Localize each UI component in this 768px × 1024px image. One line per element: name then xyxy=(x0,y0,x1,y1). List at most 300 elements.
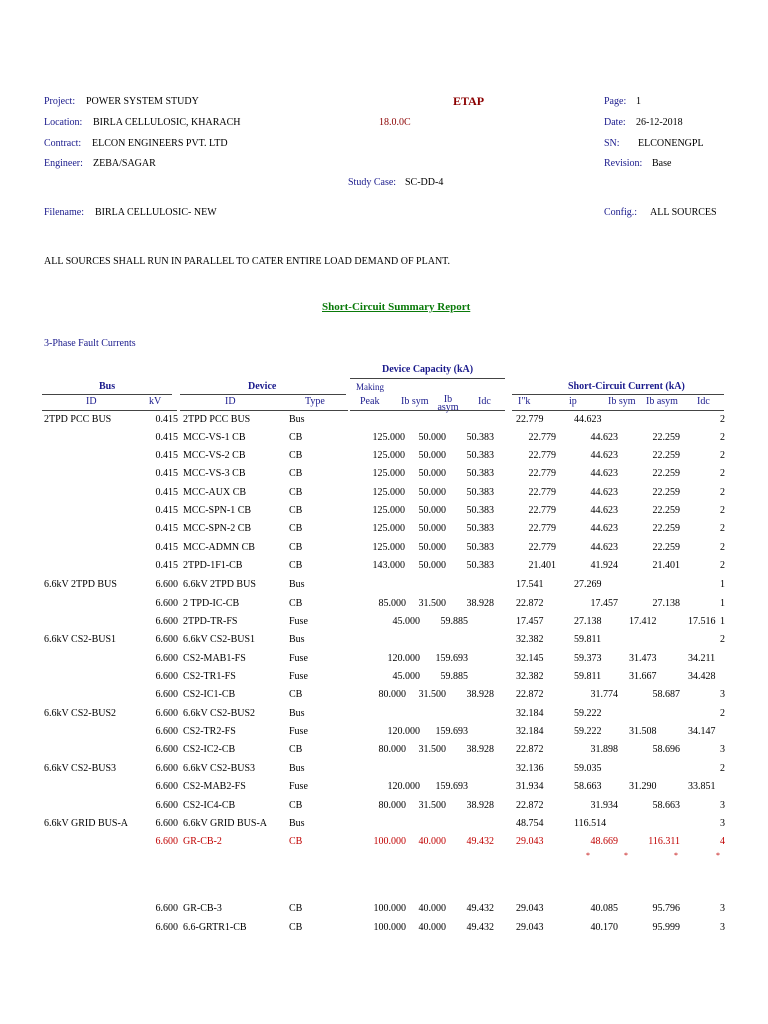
cell-kv: 6.600 xyxy=(155,922,178,933)
cell-type: Fuse xyxy=(289,726,308,737)
cell-type: CB xyxy=(289,487,303,498)
cell-sibsym: 17.457 xyxy=(590,598,618,609)
cell-kv: 6.600 xyxy=(155,598,178,609)
cell-ibsym: 50.000 xyxy=(418,468,446,479)
cell-ibsym: 50.000 xyxy=(418,505,446,516)
cell-edge: 2 xyxy=(720,432,725,443)
cell-ibasym: 59.885 xyxy=(440,671,468,682)
cell-id: CS2-MAB2-FS xyxy=(183,781,246,792)
table-row xyxy=(0,671,768,685)
cell-bus: 6.6kV CS2-BUS1 xyxy=(44,634,117,645)
cell-ip: 22.779 xyxy=(528,450,556,461)
cell-sidc: 33.851 xyxy=(688,781,716,792)
cell-sibasym: 58.687 xyxy=(652,689,680,700)
cell-idc: 49.432 xyxy=(466,922,494,933)
cell-edge: 3 xyxy=(720,744,725,755)
cell-ip: 59.811 xyxy=(574,634,602,645)
page-label: Page: xyxy=(604,96,627,107)
col-ib-asym: Ib asym xyxy=(437,394,459,413)
col-kv: kV xyxy=(149,396,162,407)
cell-kv: 6.600 xyxy=(155,616,178,627)
engineer-label: Engineer: xyxy=(44,158,83,169)
cell-sibsym: 44.623 xyxy=(590,505,618,516)
revision-value: Base xyxy=(652,158,672,169)
cell-ip: 59.035 xyxy=(574,763,602,774)
cell-kv: 0.415 xyxy=(155,523,178,534)
cell-id: 2TPD-TR-FS xyxy=(183,616,238,627)
table-row xyxy=(0,836,768,850)
cell-peak: 100.000 xyxy=(373,836,406,847)
capacity-divider xyxy=(350,378,505,379)
cell-sibsym: 40.170 xyxy=(590,922,618,933)
table-row xyxy=(0,744,768,758)
study-note: ALL SOURCES SHALL RUN IN PARALLEL TO CATER ENTIRE LOAD DEMAND OF PLANT. xyxy=(44,256,451,267)
cell-ibsym: 50.000 xyxy=(418,542,446,553)
cell-ibsym: 45.000 xyxy=(392,616,420,627)
col-bus-id: ID xyxy=(86,396,97,407)
config-value: ALL SOURCES xyxy=(650,207,717,218)
col-ik: I"k xyxy=(518,396,531,407)
cell-ibasym: 159.693 xyxy=(435,781,468,792)
sc-current-header: Short-Circuit Current (kA) xyxy=(568,381,685,392)
cell-kv: 6.600 xyxy=(155,726,178,737)
cell-edge: 2 xyxy=(720,560,725,571)
cell-sidc: 34.428 xyxy=(688,671,716,682)
cell-sibsym: 40.085 xyxy=(590,903,618,914)
cell-sibasym: 22.259 xyxy=(652,505,680,516)
cell-ik: 32.145 xyxy=(516,653,544,664)
table-row xyxy=(0,781,768,795)
cell-ibsym: 120.000 xyxy=(387,781,420,792)
cell-peak: 85.000 xyxy=(378,598,406,609)
cell-idc: 49.432 xyxy=(466,836,494,847)
cell-ibasym: 159.693 xyxy=(435,653,468,664)
table-row xyxy=(0,542,768,556)
cell-ibsym: 50.000 xyxy=(418,523,446,534)
cell-ibsym: 50.000 xyxy=(418,560,446,571)
cell-edge: 2 xyxy=(720,763,725,774)
cell-sibsym: 31.667 xyxy=(629,671,657,682)
table-row xyxy=(0,708,768,722)
cell-type: Fuse xyxy=(289,781,308,792)
cell-id: MCC-SPN-2 CB xyxy=(183,523,252,534)
table-row xyxy=(0,616,768,630)
cell-sibasym: 22.259 xyxy=(652,523,680,534)
table-row xyxy=(0,598,768,612)
cell-sibasym: 22.259 xyxy=(652,487,680,498)
location-value: BIRLA CELLULOSIC, KHARACH xyxy=(93,117,241,128)
cell-id: CS2-IC2-CB xyxy=(183,744,236,755)
cell-ik: 32.382 xyxy=(516,634,544,645)
cell-sibsym: 44.623 xyxy=(590,450,618,461)
cell-kv: 6.600 xyxy=(155,903,178,914)
cell-sibsym: 44.623 xyxy=(590,523,618,534)
cell-idc: 50.383 xyxy=(466,523,494,534)
cell-ibsym: 40.000 xyxy=(418,836,446,847)
table-row xyxy=(0,726,768,740)
cell-peak: 125.000 xyxy=(372,505,405,516)
cell-peak: 100.000 xyxy=(373,903,406,914)
cell-ip: 116.514 xyxy=(574,818,607,829)
col-type: Type xyxy=(305,396,325,407)
program-name: ETAP xyxy=(453,94,485,108)
cell-ip: 21.401 xyxy=(528,560,556,571)
cell-id: MCC-VS-2 CB xyxy=(183,450,246,461)
cell-kv: 6.600 xyxy=(155,653,178,664)
cell-ik: 32.184 xyxy=(516,708,544,719)
cell-type: CB xyxy=(289,505,303,516)
cell-id: CS2-IC4-CB xyxy=(183,800,236,811)
cell-kv: 6.600 xyxy=(155,634,178,645)
cell-id: 6.6kV CS2-BUS2 xyxy=(183,708,256,719)
table-row xyxy=(0,579,768,593)
revision-label: Revision: xyxy=(604,158,643,169)
section-title: 3-Phase Fault Currents xyxy=(44,338,136,349)
cell-bus: 2TPD PCC BUS xyxy=(44,414,112,425)
cell-ik: 29.043 xyxy=(516,836,544,847)
cell-id: 6.6kV GRID BUS-A xyxy=(183,818,267,829)
cell-edge: 3 xyxy=(720,818,725,829)
cell-type: CB xyxy=(289,432,303,443)
table-row xyxy=(0,414,768,428)
cell-bus: 6.6kV GRID BUS-A xyxy=(44,818,128,829)
exceed-marker: * xyxy=(624,851,628,860)
cell-id: MCC-AUX CB xyxy=(183,487,247,498)
cell-edge: 3 xyxy=(720,689,725,700)
cell-ip: 27.269 xyxy=(574,579,602,590)
cell-bus: 6.6kV 2TPD BUS xyxy=(44,579,117,590)
col-sc-ib-sym: Ib sym xyxy=(608,396,636,407)
col-peak: Peak xyxy=(360,396,380,407)
cell-idc: 50.383 xyxy=(466,505,494,516)
making-header: Making xyxy=(356,382,384,392)
cell-ik: 32.136 xyxy=(516,763,544,774)
cell-ip: 58.663 xyxy=(574,781,602,792)
cell-sibsym: 44.623 xyxy=(590,542,618,553)
cell-id: 6.6-GRTR1-CB xyxy=(183,922,247,933)
device-capacity-header: Device Capacity (kA) xyxy=(382,364,474,375)
cell-ibsym: 40.000 xyxy=(418,922,446,933)
version: 18.0.0C xyxy=(379,117,411,128)
cell-sibsym: 31.473 xyxy=(629,653,657,664)
cell-ip: 22.779 xyxy=(528,432,556,443)
cell-kv: 0.415 xyxy=(155,542,178,553)
cell-peak: 125.000 xyxy=(372,523,405,534)
header-underline-device xyxy=(180,410,348,411)
cell-idc: 38.928 xyxy=(466,598,494,609)
cell-ibsym: 31.500 xyxy=(418,800,446,811)
cell-type: Fuse xyxy=(289,653,308,664)
cell-idc: 50.383 xyxy=(466,432,494,443)
cell-edge: 2 xyxy=(720,487,725,498)
table-row xyxy=(0,800,768,814)
cell-peak: 125.000 xyxy=(372,450,405,461)
table-row xyxy=(0,450,768,464)
cell-peak: 80.000 xyxy=(378,800,406,811)
cell-idc: 38.928 xyxy=(466,689,494,700)
page-number: 1 xyxy=(636,96,641,107)
cell-id: CS2-IC1-CB xyxy=(183,689,236,700)
engineer-value: ZEBA/SAGAR xyxy=(93,158,156,169)
cell-kv: 6.600 xyxy=(155,708,178,719)
cell-type: CB xyxy=(289,744,303,755)
col-ip: ip xyxy=(569,396,577,407)
cell-id: GR-CB-2 xyxy=(183,836,222,847)
cell-sibasym: 58.696 xyxy=(652,744,680,755)
cell-sibasym: 22.259 xyxy=(652,542,680,553)
cell-edge: 2 xyxy=(720,468,725,479)
cell-kv: 6.600 xyxy=(155,579,178,590)
table-row xyxy=(0,763,768,777)
cell-ip: 59.811 xyxy=(574,671,602,682)
cell-ibsym: 50.000 xyxy=(418,432,446,443)
cell-id: 2TPD-1F1-CB xyxy=(183,560,243,571)
cell-id: MCC-VS-1 CB xyxy=(183,432,246,443)
cell-sibasym: 58.663 xyxy=(652,800,680,811)
cell-ibsym: 31.500 xyxy=(418,598,446,609)
table-row xyxy=(0,903,768,917)
cell-id: CS2-TR2-FS xyxy=(183,726,236,737)
cell-ip: 59.222 xyxy=(574,708,602,719)
cell-ip: 59.222 xyxy=(574,726,602,737)
cell-idc: 38.928 xyxy=(466,744,494,755)
cell-kv: 6.600 xyxy=(155,671,178,682)
cell-type: Bus xyxy=(289,634,305,645)
cell-idc: 50.383 xyxy=(466,487,494,498)
cell-id: 6.6kV CS2-BUS1 xyxy=(183,634,256,645)
cell-type: CB xyxy=(289,922,303,933)
device-header: Device xyxy=(248,381,277,392)
cell-type: CB xyxy=(289,800,303,811)
contract-label: Contract: xyxy=(44,138,82,149)
cell-kv: 6.600 xyxy=(155,689,178,700)
table-row xyxy=(0,560,768,574)
cell-ip: 22.779 xyxy=(528,487,556,498)
table-row xyxy=(0,487,768,501)
cell-kv: 6.600 xyxy=(155,744,178,755)
cell-type: Bus xyxy=(289,818,305,829)
col-ib-sym: Ib sym xyxy=(401,396,429,407)
cell-sibsym: 41.924 xyxy=(590,560,618,571)
cell-edge: 2 xyxy=(720,542,725,553)
cell-sibsym: 44.623 xyxy=(590,432,618,443)
cell-type: CB xyxy=(289,523,303,534)
date-value: 26-12-2018 xyxy=(636,117,683,128)
cell-id: MCC-ADMN CB xyxy=(183,542,255,553)
sc-divider xyxy=(512,394,724,395)
cell-sidc: 34.147 xyxy=(688,726,716,737)
cell-kv: 0.415 xyxy=(155,505,178,516)
cell-ik: 22.779 xyxy=(516,414,544,425)
cell-id: GR-CB-3 xyxy=(183,903,222,914)
cell-edge: 2 xyxy=(720,505,725,516)
cell-peak: 125.000 xyxy=(372,542,405,553)
cell-type: Bus xyxy=(289,579,305,590)
cell-edge: 2 xyxy=(720,414,725,425)
cell-sibasym: 95.999 xyxy=(652,922,680,933)
cell-ik: 32.382 xyxy=(516,671,544,682)
cell-kv: 6.600 xyxy=(155,763,178,774)
cell-type: CB xyxy=(289,560,303,571)
table-row xyxy=(0,505,768,519)
report-title: Short-Circuit Summary Report xyxy=(322,301,471,313)
cell-sibsym: 44.623 xyxy=(590,487,618,498)
cell-idc: 50.383 xyxy=(466,468,494,479)
exceed-marker: * xyxy=(586,851,590,860)
cell-type: Fuse xyxy=(289,616,308,627)
cell-ip: 27.138 xyxy=(574,616,602,627)
cell-sibsym: 48.669 xyxy=(590,836,618,847)
config-label: Config.: xyxy=(604,207,638,218)
cell-sibasym: 22.259 xyxy=(652,432,680,443)
cell-edge: 2 xyxy=(720,523,725,534)
cell-edge: 3 xyxy=(720,922,725,933)
table-row xyxy=(0,818,768,832)
table-row xyxy=(0,653,768,667)
bus-header: Bus xyxy=(99,381,116,392)
cell-type: Bus xyxy=(289,763,305,774)
filename-label: Filename: xyxy=(44,207,84,218)
cell-ik: 29.043 xyxy=(516,903,544,914)
cell-ibsym: 31.500 xyxy=(418,689,446,700)
cell-ip: 59.373 xyxy=(574,653,602,664)
device-divider xyxy=(180,394,346,395)
cell-ik: 22.872 xyxy=(516,744,544,755)
cell-ik: 29.043 xyxy=(516,922,544,933)
exceed-marker: * xyxy=(716,851,720,860)
cell-kv: 0.415 xyxy=(155,487,178,498)
cell-ip: 44.623 xyxy=(574,414,602,425)
header-underline-sc xyxy=(512,410,724,411)
cell-id: CS2-MAB1-FS xyxy=(183,653,246,664)
contract-value: ELCON ENGINEERS PVT. LTD xyxy=(92,138,228,149)
table-row xyxy=(0,689,768,703)
cell-id: 2 TPD-IC-CB xyxy=(183,598,240,609)
cell-edge: 1 xyxy=(720,598,725,609)
cell-ibsym: 50.000 xyxy=(418,487,446,498)
cell-sibsym: 44.623 xyxy=(590,468,618,479)
cell-edge: 3 xyxy=(720,800,725,811)
cell-kv: 0.415 xyxy=(155,450,178,461)
cell-peak: 80.000 xyxy=(378,689,406,700)
cell-peak: 143.000 xyxy=(372,560,405,571)
cell-sidc: 17.516 xyxy=(688,616,716,627)
cell-id: MCC-VS-3 CB xyxy=(183,468,246,479)
cell-id: 6.6kV CS2-BUS3 xyxy=(183,763,256,774)
cell-bus: 6.6kV CS2-BUS2 xyxy=(44,708,117,719)
cell-ik: 17.541 xyxy=(516,579,544,590)
cell-peak: 125.000 xyxy=(372,487,405,498)
cell-idc: 50.383 xyxy=(466,450,494,461)
cell-ik: 31.934 xyxy=(516,781,544,792)
cell-sibasym: 27.138 xyxy=(652,598,680,609)
table-row xyxy=(0,922,768,936)
cell-type: CB xyxy=(289,468,303,479)
cell-ibsym: 120.000 xyxy=(387,726,420,737)
cell-sibsym: 31.508 xyxy=(629,726,657,737)
cell-id: MCC-SPN-1 CB xyxy=(183,505,252,516)
sn-label: SN: xyxy=(604,138,620,149)
cell-id: 6.6kV 2TPD BUS xyxy=(183,579,256,590)
cell-edge: 3 xyxy=(720,903,725,914)
header-underline-capacity xyxy=(350,410,505,411)
location-label: Location: xyxy=(44,117,83,128)
cell-peak: 125.000 xyxy=(372,432,405,443)
cell-bus: 6.6kV CS2-BUS3 xyxy=(44,763,117,774)
cell-type: Bus xyxy=(289,708,305,719)
cell-ik: 22.872 xyxy=(516,800,544,811)
date-label: Date: xyxy=(604,117,626,128)
cell-edge: 4 xyxy=(720,836,725,847)
cell-ik: 22.872 xyxy=(516,598,544,609)
cell-kv: 6.600 xyxy=(155,836,178,847)
col-idc: Idc xyxy=(478,396,491,407)
study-case-value: SC-DD-4 xyxy=(405,177,444,188)
cell-sibasym: 22.259 xyxy=(652,468,680,479)
cell-kv: 0.415 xyxy=(155,560,178,571)
cell-ip: 22.779 xyxy=(528,505,556,516)
cell-ibasym: 59.885 xyxy=(440,616,468,627)
filename-value: BIRLA CELLULOSIC- NEW xyxy=(95,207,217,218)
cell-edge: 1 xyxy=(720,616,725,627)
exceed-marker-row xyxy=(0,850,768,864)
cell-peak: 80.000 xyxy=(378,744,406,755)
cell-type: CB xyxy=(289,903,303,914)
cell-kv: 0.415 xyxy=(155,432,178,443)
cell-sibsym: 31.934 xyxy=(590,800,618,811)
cell-edge: 1 xyxy=(720,579,725,590)
cell-ibsym: 120.000 xyxy=(387,653,420,664)
cell-sibsym: 31.290 xyxy=(629,781,657,792)
cell-kv: 0.415 xyxy=(155,414,178,425)
cell-sibasym: 116.311 xyxy=(648,836,680,847)
cell-ibasym: 159.693 xyxy=(435,726,468,737)
cell-type: CB xyxy=(289,450,303,461)
cell-kv: 6.600 xyxy=(155,818,178,829)
cell-edge: 2 xyxy=(720,708,725,719)
cell-idc: 50.383 xyxy=(466,560,494,571)
cell-id: 2TPD PCC BUS xyxy=(183,414,251,425)
bus-divider xyxy=(42,394,172,395)
cell-ibsym: 50.000 xyxy=(418,450,446,461)
cell-id: CS2-TR1-FS xyxy=(183,671,236,682)
cell-ik: 32.184 xyxy=(516,726,544,737)
cell-type: CB xyxy=(289,689,303,700)
cell-ibsym: 31.500 xyxy=(418,744,446,755)
cell-ip: 22.779 xyxy=(528,468,556,479)
cell-idc: 38.928 xyxy=(466,800,494,811)
cell-sibasym: 95.796 xyxy=(652,903,680,914)
table-row xyxy=(0,523,768,537)
project-value: POWER SYSTEM STUDY xyxy=(86,96,199,107)
cell-sibasym: 21.401 xyxy=(652,560,680,571)
cell-type: CB xyxy=(289,598,303,609)
study-case-label: Study Case: xyxy=(348,177,397,188)
cell-sibsym: 31.774 xyxy=(590,689,618,700)
cell-ip: 22.779 xyxy=(528,542,556,553)
cell-sibsym: 17.412 xyxy=(629,616,657,627)
project-label: Project: xyxy=(44,96,76,107)
cell-edge: 2 xyxy=(720,634,725,645)
cell-sidc: 34.211 xyxy=(688,653,716,664)
cell-type: Fuse xyxy=(289,671,308,682)
cell-ibsym: 40.000 xyxy=(418,903,446,914)
table-row xyxy=(0,432,768,446)
cell-idc: 49.432 xyxy=(466,903,494,914)
cell-kv: 0.415 xyxy=(155,468,178,479)
cell-sibsym: 31.898 xyxy=(590,744,618,755)
col-device-id: ID xyxy=(225,396,236,407)
